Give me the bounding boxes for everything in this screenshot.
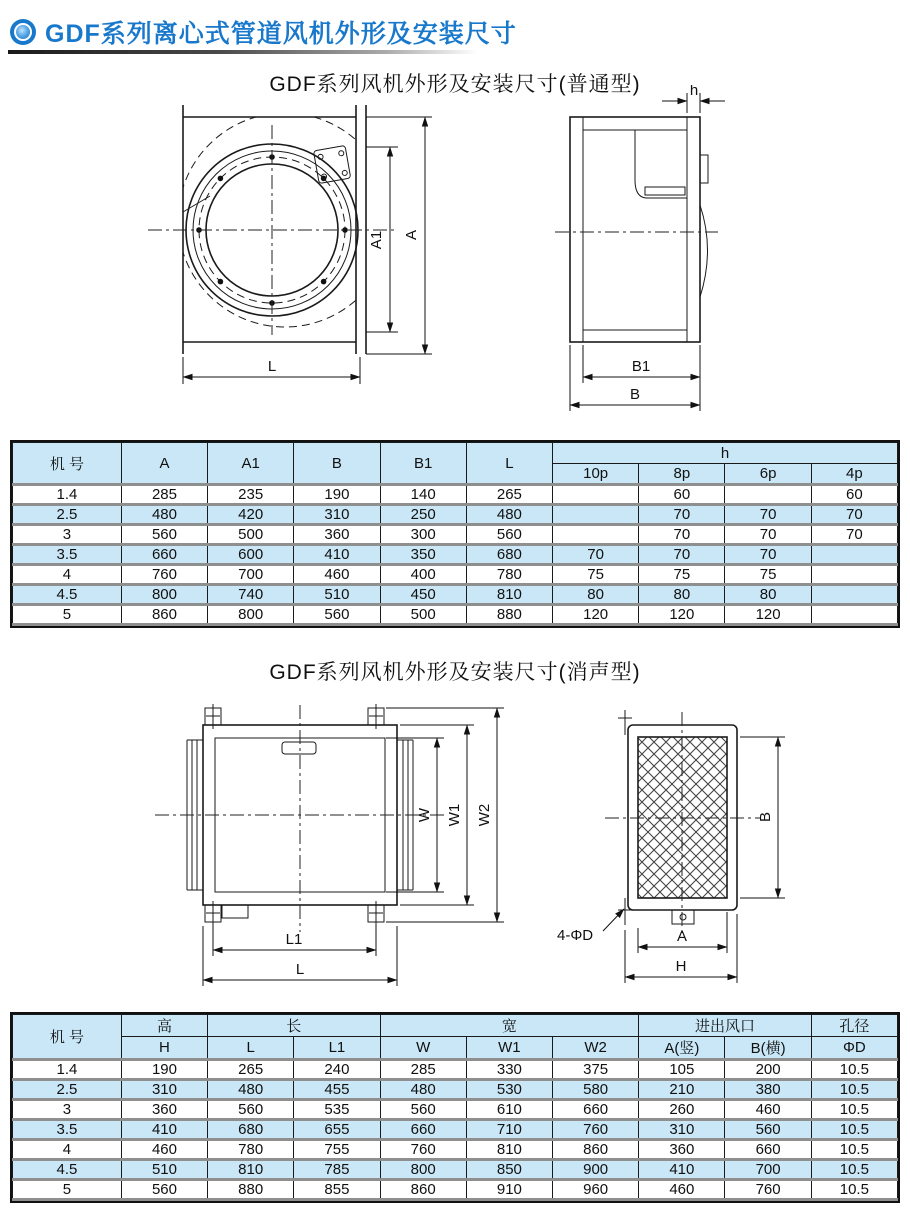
value-cell: 80	[639, 585, 725, 605]
value-cell: 80	[725, 585, 811, 605]
model-cell: 2.5	[13, 1080, 122, 1100]
value-cell: 285	[380, 1060, 466, 1080]
value-cell: 680	[208, 1120, 294, 1140]
value-cell: 310	[294, 505, 380, 525]
table-row	[13, 1100, 898, 1120]
col-group-width: 宽	[380, 1015, 639, 1037]
foot	[222, 905, 248, 918]
value-cell: 480	[121, 505, 207, 525]
value-cell: 880	[208, 1180, 294, 1200]
value-cell: 260	[639, 1100, 725, 1120]
value-cell: 285	[121, 485, 207, 505]
header-divider	[8, 50, 478, 54]
value-cell: 580	[553, 1080, 639, 1100]
bottom-bracket	[672, 910, 694, 924]
model-cell: 2.5	[13, 505, 122, 525]
col-group-height: 高	[121, 1015, 207, 1037]
model-cell: 5	[13, 605, 122, 625]
dim-label-a: A	[676, 928, 688, 945]
bullet-target-icon	[10, 19, 36, 45]
value-cell: 70	[639, 525, 725, 545]
value-cell: 510	[121, 1160, 207, 1180]
section-title-normal: GDF系列风机外形及安装尺寸(普通型)	[269, 73, 641, 96]
value-cell: 535	[294, 1100, 380, 1120]
value-cell: 75	[639, 565, 725, 585]
value-cell: 240	[294, 1060, 380, 1080]
value-cell: 660	[121, 545, 207, 565]
value-cell: 120	[553, 605, 639, 625]
value-cell: 10.5	[811, 1100, 897, 1120]
table-row	[13, 1180, 898, 1200]
value-cell: 785	[294, 1160, 380, 1180]
col-header-model: 机 号	[13, 1015, 122, 1060]
value-cell: 530	[466, 1080, 552, 1100]
value-cell: 780	[208, 1140, 294, 1160]
model-cell: 3.5	[13, 1120, 122, 1140]
value-cell: 560	[466, 525, 552, 545]
table-row	[13, 525, 898, 545]
fan-front-view	[148, 105, 432, 384]
value-cell: 700	[208, 565, 294, 585]
value-cell: 410	[639, 1160, 725, 1180]
value-cell: 70	[639, 545, 725, 565]
value-cell	[553, 485, 639, 505]
value-cell: 480	[380, 1080, 466, 1100]
value-cell	[553, 505, 639, 525]
value-cell: 330	[466, 1060, 552, 1080]
value-cell: 660	[553, 1100, 639, 1120]
col-header-hh: H	[121, 1037, 207, 1060]
table-row	[13, 1060, 898, 1080]
value-cell: 480	[466, 505, 552, 525]
value-cell: 70	[639, 505, 725, 525]
value-cell: 860	[380, 1180, 466, 1200]
value-cell: 560	[725, 1120, 811, 1140]
table-row	[13, 565, 898, 585]
value-cell: 410	[294, 545, 380, 565]
col-header-b: B	[294, 443, 380, 485]
table-row	[13, 1140, 898, 1160]
value-cell: 760	[380, 1140, 466, 1160]
model-cell: 3	[13, 1100, 122, 1120]
col-header-10p: 10p	[553, 464, 639, 485]
value-cell: 860	[553, 1140, 639, 1160]
value-cell: 850	[466, 1160, 552, 1180]
silencer-type-table	[10, 1012, 900, 1203]
value-cell: 10.5	[811, 1180, 897, 1200]
value-cell	[811, 605, 897, 625]
value-cell: 660	[725, 1140, 811, 1160]
value-cell: 70	[725, 525, 811, 545]
col-group-inout: 进出风口	[639, 1015, 811, 1037]
value-cell: 460	[639, 1180, 725, 1200]
value-cell: 760	[553, 1120, 639, 1140]
model-cell: 3	[13, 525, 122, 545]
dim-label-w: W	[416, 807, 433, 823]
value-cell: 600	[208, 545, 294, 565]
fan-side-view	[555, 85, 725, 411]
value-cell: 10.5	[811, 1060, 897, 1080]
value-cell: 800	[121, 585, 207, 605]
value-cell: 700	[725, 1160, 811, 1180]
col-header-6p: 6p	[725, 464, 811, 485]
dim-label-l: L	[267, 358, 277, 375]
value-cell: 500	[208, 525, 294, 545]
value-cell: 810	[466, 1140, 552, 1160]
value-cell: 740	[208, 585, 294, 605]
value-cell: 910	[466, 1180, 552, 1200]
value-cell: 300	[380, 525, 466, 545]
value-cell: 120	[725, 605, 811, 625]
col-header-a1: A1	[208, 443, 294, 485]
silencer-front-view	[557, 710, 785, 983]
value-cell: 80	[553, 585, 639, 605]
value-cell: 10.5	[811, 1140, 897, 1160]
value-cell: 560	[121, 1180, 207, 1200]
col-header-phid: ΦD	[811, 1037, 897, 1060]
value-cell: 760	[121, 565, 207, 585]
value-cell: 560	[121, 525, 207, 545]
value-cell: 250	[380, 505, 466, 525]
handle	[282, 742, 316, 754]
value-cell: 410	[121, 1120, 207, 1140]
value-cell	[811, 545, 897, 565]
value-cell: 810	[208, 1160, 294, 1180]
table-row	[13, 605, 898, 625]
value-cell: 140	[380, 485, 466, 505]
dim-label-l: L	[295, 961, 305, 978]
dim-label-w1: W1	[446, 803, 463, 827]
table-row	[13, 585, 898, 605]
col-header-4p: 4p	[811, 464, 897, 485]
value-cell	[811, 585, 897, 605]
col-group-hole: 孔径	[811, 1015, 897, 1037]
col-header-8p: 8p	[639, 464, 725, 485]
normal-type-diagram	[60, 85, 860, 430]
value-cell: 375	[553, 1060, 639, 1080]
dim-label-w2: W2	[476, 803, 493, 827]
value-cell: 560	[294, 605, 380, 625]
value-cell: 400	[380, 565, 466, 585]
value-cell: 460	[121, 1140, 207, 1160]
value-cell: 210	[639, 1080, 725, 1100]
col-header-w: W	[380, 1037, 466, 1060]
model-cell: 4	[13, 565, 122, 585]
page-header	[10, 14, 517, 50]
value-cell: 780	[466, 565, 552, 585]
value-cell: 460	[725, 1100, 811, 1120]
col-header-b1: B1	[380, 443, 466, 485]
value-cell: 265	[466, 485, 552, 505]
value-cell: 510	[294, 585, 380, 605]
value-cell: 70	[553, 545, 639, 565]
value-cell: 800	[208, 605, 294, 625]
value-cell: 710	[466, 1120, 552, 1140]
value-cell: 680	[466, 545, 552, 565]
value-cell: 265	[208, 1060, 294, 1080]
motor-bulge	[700, 205, 708, 297]
value-cell: 200	[725, 1060, 811, 1080]
value-cell: 70	[725, 545, 811, 565]
value-cell: 455	[294, 1080, 380, 1100]
silencer-type-diagram	[60, 700, 860, 1000]
value-cell: 450	[380, 585, 466, 605]
table-row	[13, 1120, 898, 1140]
dim-label-a1: A1	[368, 230, 385, 250]
table-row	[13, 485, 898, 505]
table-row	[13, 505, 898, 525]
dim-label-b1: B1	[631, 358, 651, 375]
page-title: GDF系列离心式管道风机外形及安装尺寸	[45, 20, 517, 48]
value-cell: 70	[725, 505, 811, 525]
value-cell	[811, 565, 897, 585]
value-cell: 360	[294, 525, 380, 545]
table-row	[13, 545, 898, 565]
value-cell: 755	[294, 1140, 380, 1160]
value-cell: 500	[380, 605, 466, 625]
hole-callout-label: 4-ΦD	[557, 927, 594, 944]
col-header-w2: W2	[553, 1037, 639, 1060]
value-cell: 610	[466, 1100, 552, 1120]
value-cell: 420	[208, 505, 294, 525]
value-cell: 310	[121, 1080, 207, 1100]
dim-label-h: H	[675, 958, 687, 975]
model-cell: 4	[13, 1140, 122, 1160]
col-header-l: L	[208, 1037, 294, 1060]
col-header-l: L	[466, 443, 552, 485]
value-cell: 900	[553, 1160, 639, 1180]
dim-label-l1: L1	[285, 931, 303, 948]
value-cell: 860	[121, 605, 207, 625]
value-cell: 855	[294, 1180, 380, 1200]
col-header-a: A	[121, 443, 207, 485]
value-cell: 10.5	[811, 1160, 897, 1180]
value-cell: 105	[639, 1060, 725, 1080]
model-cell: 4.5	[13, 1160, 122, 1180]
value-cell	[553, 525, 639, 545]
value-cell: 75	[725, 565, 811, 585]
value-cell: 60	[811, 485, 897, 505]
table-row	[13, 1080, 898, 1100]
value-cell: 60	[639, 485, 725, 505]
col-group-length: 长	[208, 1015, 380, 1037]
value-cell: 655	[294, 1120, 380, 1140]
col-header-a-vert: A(竖)	[639, 1037, 725, 1060]
junction-box	[313, 145, 350, 183]
model-cell: 5	[13, 1180, 122, 1200]
value-cell: 380	[725, 1080, 811, 1100]
model-cell: 3.5	[13, 545, 122, 565]
col-header-model: 机 号	[13, 443, 122, 485]
value-cell: 310	[639, 1120, 725, 1140]
value-cell	[725, 485, 811, 505]
value-cell: 10.5	[811, 1080, 897, 1100]
dim-label-b: B	[757, 811, 774, 823]
dim-label-b: B	[629, 386, 641, 403]
section-title-silencer: GDF系列风机外形及安装尺寸(消声型)	[269, 661, 641, 684]
value-cell: 560	[380, 1100, 466, 1120]
value-cell: 360	[121, 1100, 207, 1120]
value-cell: 120	[639, 605, 725, 625]
col-header-l1: L1	[294, 1037, 380, 1060]
dim-label-h: h	[689, 85, 699, 99]
value-cell: 10.5	[811, 1120, 897, 1140]
value-cell: 810	[466, 585, 552, 605]
value-cell: 480	[208, 1080, 294, 1100]
value-cell: 460	[294, 565, 380, 585]
value-cell: 360	[639, 1140, 725, 1160]
value-cell: 660	[380, 1120, 466, 1140]
value-cell: 70	[811, 525, 897, 545]
value-cell: 760	[725, 1180, 811, 1200]
normal-type-table	[10, 440, 900, 628]
value-cell: 75	[553, 565, 639, 585]
value-cell: 800	[380, 1160, 466, 1180]
model-cell: 1.4	[13, 485, 122, 505]
value-cell: 235	[208, 485, 294, 505]
table-row	[13, 1160, 898, 1180]
model-cell: 1.4	[13, 1060, 122, 1080]
value-cell: 560	[208, 1100, 294, 1120]
col-header-b-horiz: B(横)	[725, 1037, 811, 1060]
value-cell: 350	[380, 545, 466, 565]
col-header-w1: W1	[466, 1037, 552, 1060]
value-cell: 960	[553, 1180, 639, 1200]
value-cell: 880	[466, 605, 552, 625]
model-cell: 4.5	[13, 585, 122, 605]
value-cell: 190	[121, 1060, 207, 1080]
silencer-side-view	[155, 704, 504, 986]
col-group-h: h	[553, 443, 898, 464]
value-cell: 190	[294, 485, 380, 505]
dim-label-a: A	[403, 229, 420, 241]
value-cell: 70	[811, 505, 897, 525]
